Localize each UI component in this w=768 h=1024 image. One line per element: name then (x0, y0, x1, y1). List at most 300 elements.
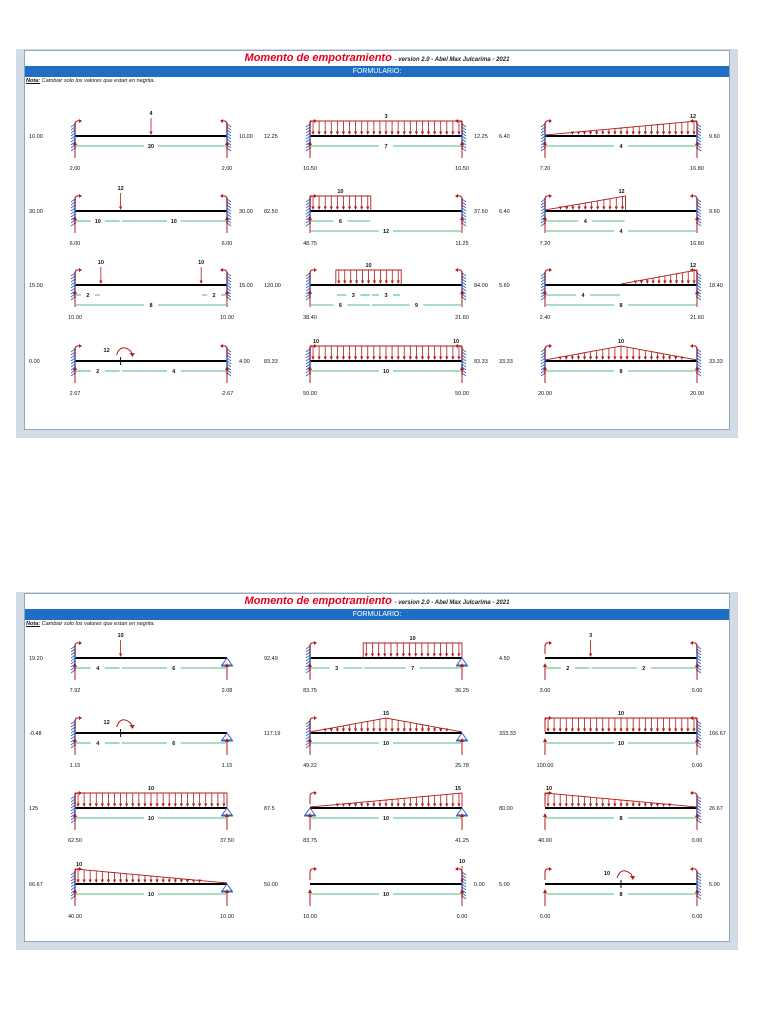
distributed-load-arrow-head (204, 804, 207, 808)
dimension-label: 10 (147, 816, 155, 822)
dimension-label: 2 (96, 369, 100, 375)
point-load-arrow-head (119, 207, 122, 211)
support-hatch (71, 896, 75, 899)
dimension-label: 10 (617, 741, 625, 747)
end-moment-arrow (75, 643, 81, 654)
reaction-left-value: 62.50 (68, 838, 82, 844)
distributed-load-arrow-head (168, 880, 171, 884)
distributed-load-arrow-head (546, 804, 549, 808)
distributed-load-arrow-head (632, 804, 635, 808)
distributed-load-arrow-head (433, 654, 436, 658)
distributed-load-arrow-head (668, 132, 671, 136)
distributed-load-arrow-head (652, 281, 655, 285)
distributed-load-arrow-head (336, 804, 339, 808)
end-moment-arrow (310, 270, 316, 281)
distributed-load-arrow-head (663, 281, 666, 285)
distributed-load-arrow-head (89, 880, 92, 884)
support-hatch (227, 373, 231, 376)
distributed-load-arrow-head (83, 880, 86, 884)
reaction-left-value: 40.00 (538, 838, 552, 844)
distributed-load-arrow-head (403, 357, 406, 361)
distributed-load-arrow-head (668, 357, 671, 361)
distributed-load-arrow-head (360, 729, 363, 733)
distributed-load-arrow-head (662, 804, 665, 808)
distributed-load-arrow-head (634, 281, 637, 285)
distributed-load-value: 10 (409, 636, 416, 642)
distributed-load-arrow-head (192, 880, 195, 884)
distributed-load-arrow-head (198, 804, 201, 808)
distributed-load-arrow-head (125, 880, 128, 884)
end-moment-arrow (691, 346, 697, 357)
distributed-load-arrow-head (619, 132, 622, 136)
end-moment-arrow (310, 793, 316, 804)
distributed-load-arrow-head (372, 132, 375, 136)
distributed-load-arrow-head (426, 654, 429, 658)
sheet-2-title-main: Momento de empotramiento (244, 595, 392, 607)
distributed-load-value: 10 (545, 786, 553, 792)
distributed-load-arrow-head (384, 132, 387, 136)
distributed-load-arrow-head (427, 804, 430, 808)
support-hatch (71, 373, 75, 376)
distributed-load-arrow-head (385, 281, 388, 285)
reaction-left-value: 2.67 (69, 391, 81, 397)
distributed-load-arrow-head (336, 132, 339, 136)
distributed-load-arrow-head (318, 132, 321, 136)
distributed-load-arrow-head (619, 357, 622, 361)
distributed-load-arrow-head (210, 804, 213, 808)
moment-load-arrowhead (630, 876, 635, 880)
moment-left-value: 125 (29, 806, 39, 812)
distributed-load-arrow-head (433, 729, 436, 733)
dimension-label: 6 (172, 741, 176, 747)
end-moment-arrowhead (690, 344, 693, 348)
distributed-load-arrow-head (668, 729, 671, 733)
distributed-load-arrow-head (360, 357, 363, 361)
moment-load-arc (117, 348, 133, 355)
distributed-load-arrow-head (439, 804, 442, 808)
end-moment-arrow (75, 196, 81, 207)
distributed-load-arrow-head (571, 207, 574, 211)
sheet-2-diagrams (25, 594, 729, 944)
reaction-right-value: 10.00 (220, 914, 234, 920)
dimension-label: 4 (619, 144, 623, 150)
distributed-load-arrow-head (632, 132, 635, 136)
moment-right-value: 166.67 (709, 731, 726, 737)
point-load-value: 4 (149, 111, 153, 117)
distributed-load-arrow-head (391, 281, 394, 285)
sheet-1-diagrams (25, 51, 729, 431)
distributed-load-arrow-head (445, 804, 448, 808)
distributed-load-arrow-head (311, 207, 314, 211)
moment-load-arc (617, 871, 633, 878)
point-load-arrow-head (119, 654, 122, 658)
reaction-left-value: 10.00 (303, 914, 317, 920)
support-hatch (306, 745, 310, 748)
distributed-load-arrow-head (149, 804, 152, 808)
distributed-load-arrow-head (409, 357, 412, 361)
support-hatch (697, 820, 701, 823)
distributed-load-arrow-head (216, 804, 219, 808)
distributed-load-arrow-head (318, 207, 321, 211)
dimension-label: 8 (619, 369, 623, 375)
moment-left-value: 6.40 (499, 209, 510, 215)
reaction-left-value: 3.00 (539, 688, 551, 694)
distributed-load-arrow-head (644, 357, 647, 361)
distributed-load-arrow-head (143, 804, 146, 808)
dimension-label: 20 (147, 144, 155, 150)
support-hatch (306, 373, 310, 376)
point-load-value: 12 (117, 186, 124, 192)
distributed-load-arrow-head (162, 804, 165, 808)
distributed-load-arrow-head (583, 804, 586, 808)
distributed-load-arrow-head (571, 729, 574, 733)
support-hatch (306, 297, 310, 300)
end-moment-arrowhead (690, 867, 693, 871)
end-moment-arrow (75, 270, 81, 281)
distributed-load-arrow-head (668, 804, 671, 808)
distributed-load-arrow-head (342, 804, 345, 808)
distributed-load-arrow-head (638, 357, 641, 361)
distributed-load-arrow-head (390, 357, 393, 361)
sheet-1-header: FORMULARIO: (25, 66, 729, 77)
distributed-load-arrow-head (192, 804, 195, 808)
reaction-right-value: 16.80 (690, 241, 704, 247)
distributed-load-arrow-head (336, 207, 339, 211)
distributed-load-arrow-head (83, 804, 86, 808)
reaction-left-value: 38.40 (303, 315, 317, 321)
distributed-load-arrow-head (415, 804, 418, 808)
distributed-load-arrow-head (657, 281, 660, 285)
distributed-load-arrow-head (650, 729, 653, 733)
distributed-load-arrow-head (577, 207, 580, 211)
distributed-load-arrow-head (646, 281, 649, 285)
end-moment-arrowhead (314, 716, 317, 720)
reaction-right-value: 25.78 (455, 763, 469, 769)
reaction-right-value: 21.60 (455, 315, 469, 321)
dimension-label: 3 (351, 293, 355, 299)
distributed-load-arrow-head (403, 804, 406, 808)
distributed-load-arrow-head (348, 357, 351, 361)
dimension-label: 10 (382, 369, 390, 375)
distributed-load-arrow-head (113, 880, 116, 884)
distributed-load-arrow-head (415, 729, 418, 733)
support-hatch (697, 670, 701, 673)
dimension-label: 7 (411, 666, 415, 672)
distributed-load-arrow-head (342, 132, 345, 136)
moment-left-value: 80.00 (499, 806, 513, 812)
distributed-load-arrow-head (336, 357, 339, 361)
moment-left-value: 5.60 (499, 283, 510, 289)
distributed-load-value: 10 (147, 786, 155, 792)
reaction-right-value: 6.00 (221, 241, 233, 247)
distributed-load-arrow-head (361, 281, 364, 285)
end-moment-arrow (545, 643, 551, 654)
moment-right-value: 37.50 (474, 209, 488, 215)
moment-left-value: 66.67 (29, 882, 43, 888)
reaction-arrowhead (543, 738, 547, 742)
distributed-load-arrow-head (408, 654, 411, 658)
distributed-load-arrow-head (589, 804, 592, 808)
distributed-load-arrow-head (445, 357, 448, 361)
end-moment-arrow (221, 270, 227, 281)
reaction-right-value: 0.00 (691, 838, 703, 844)
dimension-label: 7 (384, 144, 388, 150)
moment-right-value: 9.60 (709, 134, 720, 140)
dimension-label: 2 (566, 666, 570, 672)
distributed-load-arrow-head (330, 207, 333, 211)
dimension-label: 10 (147, 892, 155, 898)
end-moment-arrowhead (79, 194, 82, 198)
distributed-load-arrow-head (559, 357, 562, 361)
distributed-load-arrow-head (590, 207, 593, 211)
distributed-load-arrow-head (680, 132, 683, 136)
support-hatch (541, 373, 545, 376)
reaction-right-value: 1.15 (221, 763, 233, 769)
distributed-load-arrow-head (433, 357, 436, 361)
dimension-label: 10 (382, 816, 390, 822)
dimension-label: 8 (149, 303, 153, 309)
moment-left-value: 5.00 (499, 882, 510, 888)
distributed-load-arrow-head (650, 357, 653, 361)
distributed-load-arrow-head (625, 729, 628, 733)
end-moment-arrowhead (220, 119, 223, 123)
distributed-load-arrow-head (372, 357, 375, 361)
moment-right-value: 9.60 (709, 209, 720, 215)
distributed-load-arrow-head (384, 357, 387, 361)
distributed-load-arrow-head (155, 804, 158, 808)
distributed-load-arrow-head (445, 654, 448, 658)
distributed-load-arrow-head (324, 207, 327, 211)
distributed-load-arrow-head (589, 729, 592, 733)
distributed-load-arrow-head (565, 207, 568, 211)
distributed-load-arrow-head (367, 281, 370, 285)
support-hatch (227, 148, 231, 151)
distributed-load-arrow-head (656, 357, 659, 361)
support-hatch (541, 223, 545, 226)
reaction-arrowhead (543, 889, 547, 893)
reaction-left-value: 0.00 (539, 914, 551, 920)
distributed-load-arrow-head (621, 207, 624, 211)
end-moment-arrow (75, 346, 81, 357)
distributed-load-arrow-head (324, 729, 327, 733)
distributed-load-arrow-head (607, 804, 610, 808)
distributed-load-arrow-head (366, 207, 369, 211)
distributed-load-value: 3 (384, 114, 388, 120)
distributed-load-arrow-head (137, 804, 140, 808)
distributed-load-arrow-head (113, 804, 116, 808)
end-moment-arrow (75, 121, 81, 132)
moment-left-value: 30.00 (29, 209, 43, 215)
reaction-right-value: 10.00 (220, 315, 234, 321)
formulario-sheet-2 (16, 592, 738, 950)
distributed-load-arrow-head (595, 132, 598, 136)
end-moment-arrowhead (690, 641, 693, 645)
distributed-load-arrow-head (546, 729, 549, 733)
support-hatch (697, 148, 701, 151)
end-moment-arrow (691, 643, 697, 654)
distributed-load-arrow-head (149, 880, 152, 884)
reaction-right-value: 0.00 (456, 914, 468, 920)
support-hatch (462, 148, 466, 151)
distributed-load-arrow-head (155, 880, 158, 884)
reaction-right-value: 21.60 (690, 315, 704, 321)
distributed-load-arrow-head (366, 729, 369, 733)
distributed-load-arrow-head (414, 654, 417, 658)
moment-left-value: 117.19 (264, 731, 281, 737)
end-moment-arrow (545, 869, 551, 880)
dimension-label: 4 (619, 229, 623, 235)
end-moment-arrowhead (314, 791, 317, 795)
distributed-load-arrow-head (601, 729, 604, 733)
distributed-load-arrow-head (355, 281, 358, 285)
distributed-load-arrow-head (571, 132, 574, 136)
moment-right-value: 83.33 (474, 359, 488, 365)
point-load-arrow-head (200, 281, 203, 285)
reaction-right-value: 0.00 (691, 688, 703, 694)
moment-left-value: 12.25 (264, 134, 278, 140)
end-moment-arrow (545, 346, 551, 357)
distributed-load-arrow-head (336, 729, 339, 733)
distributed-load-arrow-head (378, 132, 381, 136)
distributed-load-arrow-head (632, 729, 635, 733)
distributed-load-arrow-head (553, 804, 556, 808)
support-hatch (227, 297, 231, 300)
sheet-1-title-sub: - version 2.0 - Abel Max Julcarima - 2021 (394, 57, 510, 63)
distributed-load-arrow-head (349, 281, 352, 285)
distributed-load-arrow-head (421, 357, 424, 361)
distributed-load-arrow-head (180, 804, 183, 808)
distributed-load-arrow-head (119, 880, 122, 884)
reaction-left-value: 7.20 (539, 166, 551, 172)
distributed-load-arrow-head (644, 132, 647, 136)
distributed-load-arrow-head (632, 357, 635, 361)
distributed-load-arrow-head (595, 729, 598, 733)
moment-right-value: 18.40 (709, 283, 723, 289)
reaction-left-value: 49.22 (303, 763, 317, 769)
distributed-load-arrow-head (445, 729, 448, 733)
dimension-label: 10 (382, 741, 390, 747)
support-hatch (697, 223, 701, 226)
sheet-1-title-main: Momento de empotramiento (244, 52, 392, 64)
distributed-load-arrow-head (396, 654, 399, 658)
distributed-load-arrow-head (457, 357, 460, 361)
distributed-load-arrow-head (571, 357, 574, 361)
distributed-load-arrow-head (625, 357, 628, 361)
distributed-load-arrow-head (674, 729, 677, 733)
end-moment-arrowhead (220, 344, 223, 348)
distributed-load-arrow-head (354, 132, 357, 136)
support-hatch (71, 297, 75, 300)
reaction-right-value: 2.00 (221, 166, 233, 172)
reaction-left-value: 50.00 (303, 391, 317, 397)
distributed-load-arrow-head (107, 804, 110, 808)
distributed-load-arrow-head (674, 132, 677, 136)
moment-right-value: 12.25 (474, 134, 488, 140)
support-hatch (697, 896, 701, 899)
distributed-load-arrow-head (583, 357, 586, 361)
end-moment-arrow (691, 793, 697, 804)
distributed-load-arrow-head (427, 357, 430, 361)
distributed-load-arrow-head (409, 132, 412, 136)
support-hatch (306, 670, 310, 673)
moment-left-value: 87.5 (264, 806, 275, 812)
distributed-load-arrow-head (644, 804, 647, 808)
distributed-load-arrow-head (439, 729, 442, 733)
moment-load-arc (117, 720, 133, 727)
end-moment-arrowhead (549, 268, 552, 272)
distributed-load-arrow-head (589, 132, 592, 136)
distributed-load-arrow-head (354, 207, 357, 211)
distributed-load-arrow-head (421, 729, 424, 733)
moment-right-value: 4.00 (239, 359, 250, 365)
distributed-load-arrow-head (377, 654, 380, 658)
moment-right-value: 26.67 (709, 806, 723, 812)
dimension-label: 8 (619, 816, 623, 822)
load-value-left: 10 (312, 339, 320, 345)
distributed-load-arrow-head (445, 132, 448, 136)
reaction-right-value: 41.25 (455, 838, 469, 844)
distributed-load-arrow-head (457, 132, 460, 136)
distributed-load-arrow-head (162, 880, 165, 884)
support-hatch (227, 223, 231, 226)
dimension-label: 2 (86, 293, 90, 299)
distributed-load-arrow-head (601, 804, 604, 808)
end-moment-arrow (456, 270, 462, 281)
end-moment-arrowhead (549, 194, 552, 198)
moment-right-value: 10.00 (239, 134, 253, 140)
moment-left-value: 19.20 (29, 656, 43, 662)
note-text: Cambiar solo los valores que estan en negrita. (40, 621, 156, 627)
moment-left-value: 83.33 (264, 359, 278, 365)
end-moment-arrow (75, 718, 81, 729)
distributed-load-arrow-head (565, 729, 568, 733)
distributed-load-arrow-head (360, 207, 363, 211)
end-moment-arrowhead (549, 344, 552, 348)
distributed-load-arrow-head (583, 132, 586, 136)
distributed-load-arrow-head (607, 132, 610, 136)
load-value-right: 10 (452, 339, 460, 345)
dimension-label: 3 (335, 666, 339, 672)
reaction-left-value: 2.00 (69, 166, 81, 172)
distributed-load-arrow-head (457, 804, 460, 808)
sheet-2-panel (24, 593, 730, 942)
distributed-load-arrow-head (669, 281, 672, 285)
distributed-load-arrow-head (186, 880, 189, 884)
reaction-left-value: 83.75 (303, 688, 317, 694)
distributed-load-arrow-head (650, 132, 653, 136)
reaction-left-value: 100.00 (536, 763, 554, 769)
reaction-arrowhead (543, 663, 547, 667)
distributed-load-arrow-head (174, 880, 177, 884)
reaction-left-value: 7.92 (69, 688, 81, 694)
reaction-left-value: 48.75 (303, 241, 317, 247)
distributed-load-arrow-head (613, 357, 616, 361)
support-hatch (462, 297, 466, 300)
distributed-load-value: 12 (689, 114, 697, 120)
support-hatch (697, 373, 701, 376)
distributed-load-value: 10 (617, 339, 625, 345)
distributed-load-arrow-head (439, 132, 442, 136)
distributed-load-arrow-head (680, 357, 683, 361)
distributed-load-arrow-head (686, 729, 689, 733)
moment-right-value: 33.33 (709, 359, 723, 365)
moment-load-value: 12 (103, 348, 110, 354)
end-moment-arrow (221, 121, 227, 132)
reaction-right-value: 20.00 (690, 391, 704, 397)
end-moment-arrow (310, 869, 316, 880)
moment-left-value: 92.49 (264, 656, 278, 662)
support-hatch (306, 148, 310, 151)
